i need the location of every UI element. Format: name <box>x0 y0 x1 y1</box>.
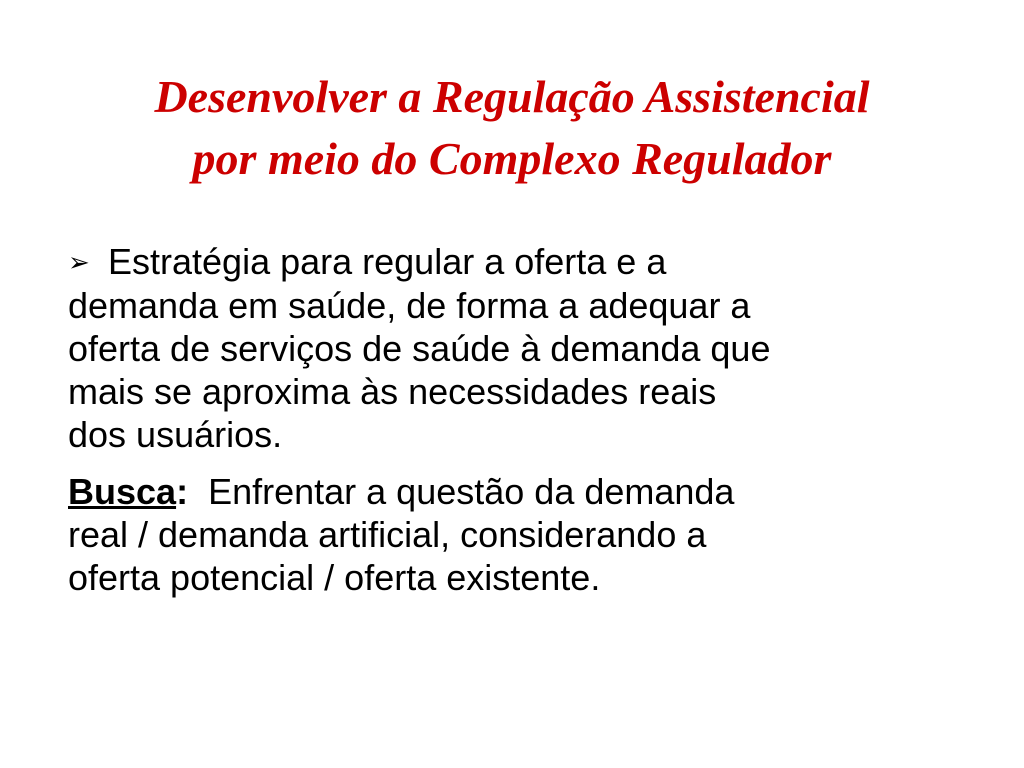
arrow-bullet-icon: ➢ <box>68 247 90 277</box>
bullet-line-1 <box>68 240 968 284</box>
bullet-text-line-1: Estratégia para regular a oferta e a <box>108 241 667 282</box>
title-line-1: Desenvolver a Regulação Assistencial <box>154 71 870 122</box>
busca-colon: : <box>176 471 189 512</box>
busca-label: Busca <box>68 471 177 512</box>
busca-paragraph <box>68 470 968 599</box>
title-line-2: por meio do Complexo Regulador <box>192 133 832 184</box>
busca-text-line-3: oferta potencial / oferta existente. <box>68 557 601 598</box>
busca-text-line-1: Enfrentar a questão da demanda <box>208 471 735 512</box>
busca-text-line-2: real / demanda artificial, considerando a <box>68 514 707 555</box>
slide-title <box>40 66 984 190</box>
bullet-paragraph <box>68 240 968 456</box>
bullet-text-line-5: dos usuários. <box>68 414 283 455</box>
bullet-text-line-3: oferta de serviços de saúde à demanda que <box>68 328 771 369</box>
slide-body <box>68 240 968 613</box>
bullet-text-line-2: demanda em saúde, de forma a adequar a <box>68 285 751 326</box>
busca-line-1 <box>68 470 968 513</box>
bullet-text-line-4: mais se aproxima às necessidades reais <box>68 371 717 412</box>
